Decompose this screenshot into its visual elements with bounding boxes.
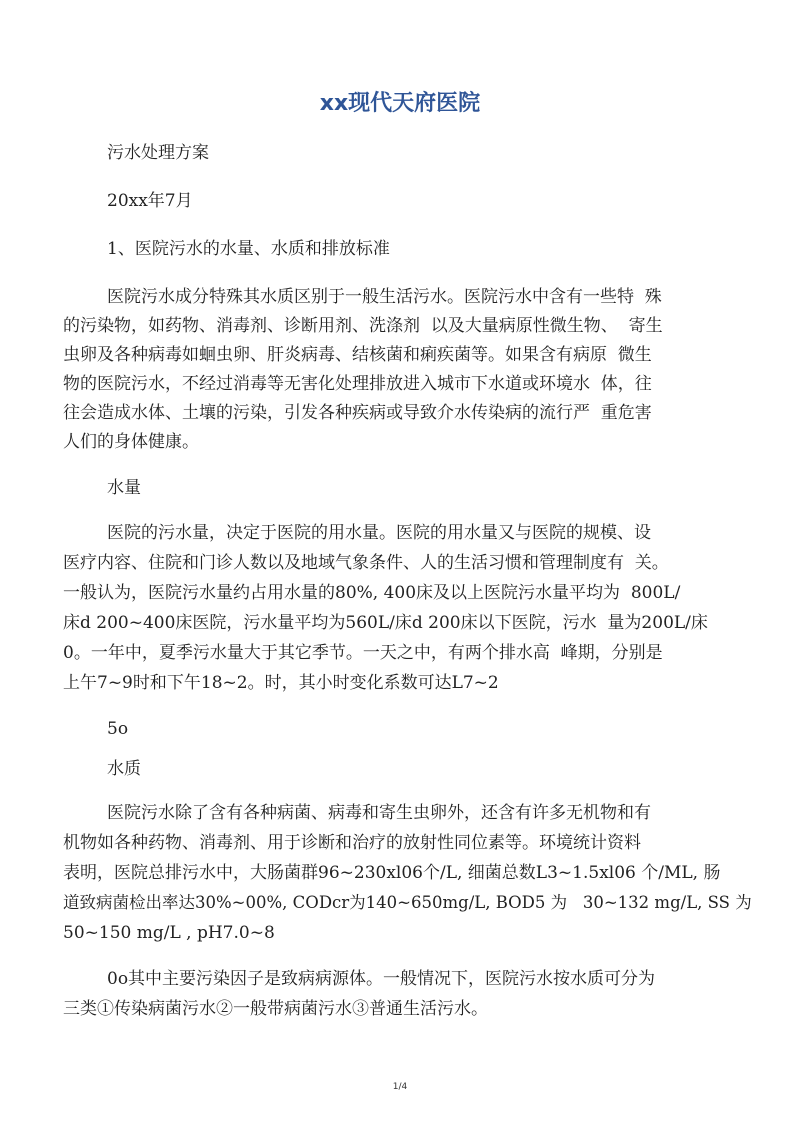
page-number: 1/4 <box>392 1082 408 1092</box>
section-heading-water-quality: 水质 <box>107 759 141 779</box>
quantity-line: 医疗内容、住院和门诊人数以及地域气象条件、人的生活习惯和管理制度有 关。 <box>63 553 669 573</box>
quality-line: 道致病菌检出率达30%~00%, CODcr为140~650mg/L, BOD5 为 30~132 mg/L, SS 为 <box>63 893 752 912</box>
section-heading-water-quantity: 水量 <box>107 478 141 498</box>
intro-line: 虫卵及各种病毒如蛔虫卵、肝炎病毒、结核菌和痢疾菌等。如果含有病原 微生 <box>63 345 652 365</box>
intro-line: 物的医院污水，不经过消毒等无害化处理排放进入城市下水道或环境水 体，往 <box>63 374 652 394</box>
stray-text: 5o <box>107 719 129 739</box>
conclusion-line: 三类①传染病菌污水②一般带病菌污水③普通生活污水。 <box>63 999 488 1019</box>
page-title: xx现代天府医院 <box>319 91 481 116</box>
intro-line: 往会造成水体、土壤的污染，引发各种疾病或导致介水传染病的流行严 重危害 <box>63 403 652 423</box>
section-heading-standards: 1、医院污水的水量、水质和排放标准 <box>107 239 390 259</box>
intro-line: 人们的身体健康。 <box>63 432 199 452</box>
quality-line: 医院污水除了含有各种病菌、病毒和寄生虫卵外，还含有许多无机物和有 <box>107 803 651 823</box>
quantity-line: 床d 200~400床医院，污水量平均为560L/床d 200床以下医院，污水 量为200L/床 <box>63 613 708 633</box>
quantity-line: 上午7~9时和下午18~2。时，其小时变化系数可达L7~2 <box>63 673 499 693</box>
quality-line: 机物如各种药物、消毒剂、用于诊断和治疗的放射性同位素等。环境统计资料 <box>63 833 641 853</box>
quantity-line: 一般认为，医院污水量约占用水量的80%, 400床及以上医院污水量平均为 800L/ <box>63 583 681 603</box>
document-subtitle: 污水处理方案 <box>107 143 209 163</box>
document-date: 20xx年7月 <box>107 191 193 211</box>
quality-line: 50~150 mg/L , pH7.0~8 <box>63 923 275 943</box>
intro-line: 的污染物，如药物、消毒剂、诊断用剂、洗涤剂 以及大量病原性微生物、 寄生 <box>63 316 663 336</box>
conclusion-line: 0o其中主要污染因子是致病病源体。一般情况下，医院污水按水质可分为 <box>107 969 656 989</box>
quality-line: 表明，医院总排污水中，大肠菌群96~230xl06个/L, 细菌总数L3~1.5xl06 个/ML, 肠 <box>63 863 721 883</box>
quantity-line: 医院的污水量，决定于医院的用水量。医院的用水量又与医院的规模、设 <box>107 523 651 543</box>
quantity-line: 0。一年中，夏季污水量大于其它季节。一天之中，有两个排水高 峰期，分别是 <box>63 643 663 663</box>
intro-line: 医院污水成分特殊其水质区别于一般生活污水。医院污水中含有一些特 殊 <box>107 287 662 307</box>
